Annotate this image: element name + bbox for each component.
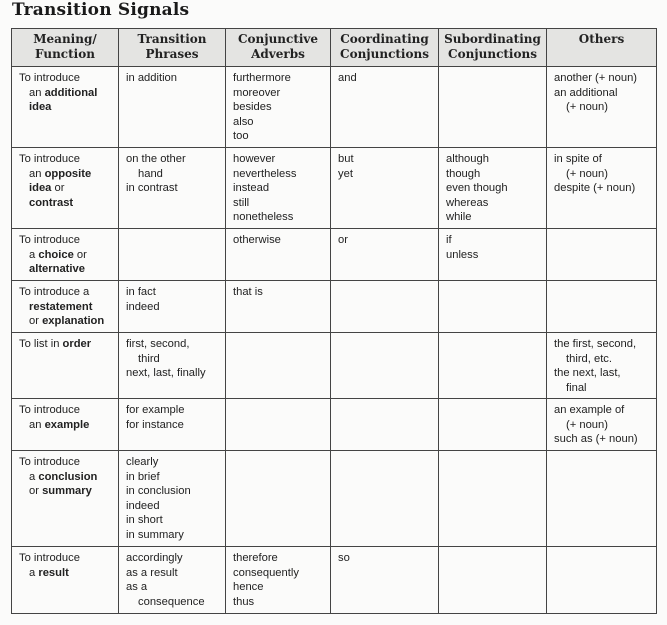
cell-subordinating <box>439 451 547 547</box>
cell-others <box>547 281 657 333</box>
cell-others: another (+ noun) an additional (+ noun) <box>547 67 657 148</box>
cell-others <box>547 229 657 281</box>
cell-subordinating: although though even though whereas while <box>439 148 547 229</box>
cell-coordinating: and <box>331 67 439 148</box>
transition-signals-table <box>11 28 657 614</box>
cell-others <box>547 451 657 547</box>
cell-phrases: for example for instance <box>119 399 226 451</box>
header-transition-phrases: Transition Phrases <box>119 29 226 67</box>
header-meaning-function: Meaning/ Function <box>12 29 119 67</box>
header-coordinating-conjunctions: Coordinating Conjunctions <box>331 29 439 67</box>
page-title: Transition Signals <box>12 0 190 20</box>
cell-function: To introduce a choice or alternative <box>12 229 119 281</box>
cell-subordinating <box>439 333 547 399</box>
table-row-additional-idea <box>12 67 657 148</box>
table-row-conclusion-summary <box>12 451 657 547</box>
cell-function: To introduce an example <box>12 399 119 451</box>
header-conjunctive-adverbs: Conjunctive Adverbs <box>226 29 331 67</box>
cell-subordinating <box>439 281 547 333</box>
cell-coordinating <box>331 333 439 399</box>
cell-function: To introduce a result <box>12 547 119 614</box>
header-row <box>12 29 657 67</box>
cell-phrases: on the other hand in contrast <box>119 148 226 229</box>
cell-others: an example of (+ noun) such as (+ noun) <box>547 399 657 451</box>
cell-function: To introduce a conclusion or summary <box>12 451 119 547</box>
cell-others: the first, second, third, etc. the next, last, final <box>547 333 657 399</box>
cell-coordinating: so <box>331 547 439 614</box>
cell-adverbs <box>226 451 331 547</box>
cell-function: To introduce an additional idea <box>12 67 119 148</box>
header-others: Others <box>547 29 657 67</box>
table-row-result <box>12 547 657 614</box>
table-row-example <box>12 399 657 451</box>
cell-adverbs: therefore consequently hence thus <box>226 547 331 614</box>
cell-adverbs <box>226 333 331 399</box>
cell-coordinating <box>331 281 439 333</box>
cell-subordinating <box>439 67 547 148</box>
table-row-restatement-explanation <box>12 281 657 333</box>
cell-phrases: in fact indeed <box>119 281 226 333</box>
cell-coordinating <box>331 451 439 547</box>
cell-phrases <box>119 229 226 281</box>
cell-function: To list in order <box>12 333 119 399</box>
cell-function: To introduce a restatement or explanation <box>12 281 119 333</box>
cell-adverbs: however nevertheless instead still nonetheless <box>226 148 331 229</box>
header-subordinating-conjunctions: Subordinating Conjunctions <box>439 29 547 67</box>
cell-others <box>547 547 657 614</box>
cell-coordinating <box>331 399 439 451</box>
table-row-choice-alternative <box>12 229 657 281</box>
cell-adverbs <box>226 399 331 451</box>
cell-coordinating: but yet <box>331 148 439 229</box>
cell-function: To introduce an opposite idea or contrast <box>12 148 119 229</box>
cell-adverbs: furthermore moreover besides also too <box>226 67 331 148</box>
cell-adverbs: otherwise <box>226 229 331 281</box>
cell-coordinating: or <box>331 229 439 281</box>
cell-subordinating <box>439 547 547 614</box>
cell-subordinating <box>439 399 547 451</box>
cell-phrases: in addition <box>119 67 226 148</box>
cell-adverbs: that is <box>226 281 331 333</box>
cell-phrases: accordingly as a result as a consequence <box>119 547 226 614</box>
table-row-opposite-idea <box>12 148 657 229</box>
cell-phrases: clearly in brief in conclusion indeed in short in summary <box>119 451 226 547</box>
cell-subordinating: if unless <box>439 229 547 281</box>
cell-others: in spite of (+ noun) despite (+ noun) <box>547 148 657 229</box>
table-row-list-in-order <box>12 333 657 399</box>
cell-phrases: first, second, third next, last, finally <box>119 333 226 399</box>
